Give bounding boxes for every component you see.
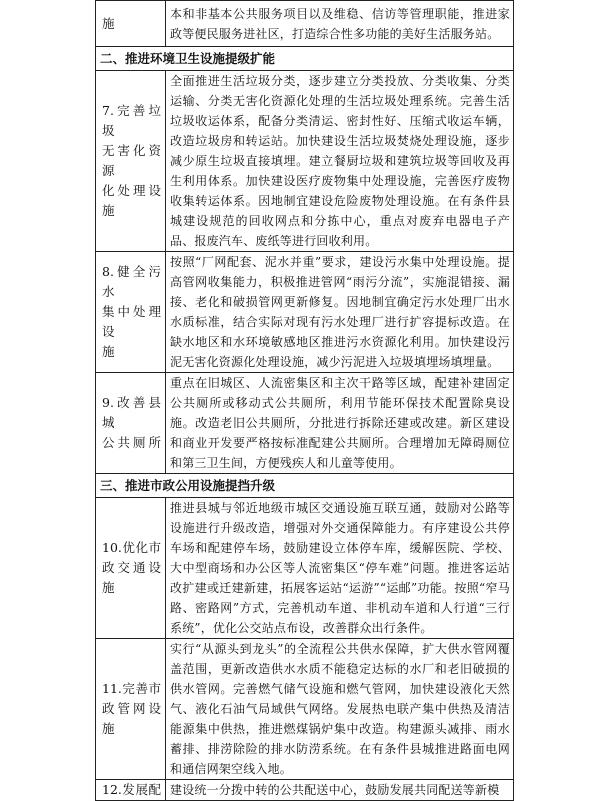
table-row xyxy=(96,252,514,373)
item-label-cell xyxy=(96,1,166,47)
section-heading: 二、推进环境卫生设施提级扩能 xyxy=(96,47,514,71)
section-heading: 三、推进市政公用设施提挡升级 xyxy=(96,474,514,498)
item-label-cell xyxy=(96,639,166,780)
item-content-cell: 实行“从源头到龙头”的全流程公共供水保障，扩大供水管网覆盖范围，更新改造供水水质不能稳定达标的水厂和老旧破损的供水管网。完善燃气储气设施和燃气管网，加快建设液化天然气、液化石油气局域供气网络。发展热电联产集中供热及清洁能源集中供热，推进燃煤锅炉集中改造。构建源头减排、雨水蓄排、排涝除险的排水防涝系统。在有条件县城推进路面电网和通信网架空线入地。 xyxy=(166,639,514,780)
item-label-cell xyxy=(96,252,166,373)
item-label-line: 8.健全污水 xyxy=(102,264,161,299)
item-label-cell xyxy=(96,71,166,252)
item-label-line: 12.发展配 xyxy=(102,782,161,797)
table-row xyxy=(96,639,514,780)
item-label-line: 施 xyxy=(102,15,115,31)
item-label-line: 政交通设施 xyxy=(102,560,161,595)
item-label-line: 集中处理设 xyxy=(102,304,161,339)
item-label-line: 7.完善垃圾 xyxy=(102,103,161,138)
item-label-line: 10.优化市 xyxy=(102,540,161,555)
item-content-cell: 按照“厂网配套、泥水并重”要求，建设污水集中处理设施。提高管网收集能力，积极推进管网“雨污分流”，实施混错接、漏接、老化和破损管网更新修复。因地制宜确定污水处理厂出水水质标准，结合实际对现有污水处理厂进行扩容提标改造。在缺水地区和水环境敏感地区推进污水资源化利用。加快建设污泥无害化资源化处理设施，减少污泥进入垃圾填埋场填埋量。 xyxy=(166,252,514,373)
item-content-cell: 建设统一分拨中转的公共配送中心，鼓励发展共同配送等新模 xyxy=(166,780,514,801)
item-label-line: 施 xyxy=(102,344,115,359)
item-label-cell xyxy=(96,498,166,639)
table-row xyxy=(96,780,514,801)
item-label-line: 无害化资源 xyxy=(102,143,161,178)
table-row xyxy=(96,373,514,474)
table-row xyxy=(96,71,514,252)
item-content-cell: 全面推进生活垃圾分类，逐步建立分类投放、分类收集、分类运输、分类无害化资源化处理的生活垃圾处理系统。完善生活垃圾收运体系，配备分类清运、密封性好、压缩式收运车辆，改造垃圾房和转运站。加快建设生活垃圾焚烧处理设施，逐步减少原生垃圾直接填埋。建立餐厨垃圾和建筑垃圾等回收及再生利用体系。加快建设医疗废物集中处理设施，完善医疗废物收集转运体系。因地制宜建设危险废物处理设施。在有条件县城建设规范的回收网点和分拣中心，重点对废弃电器电子产品、报废汽车、废纸等进行回收利用。 xyxy=(166,71,514,252)
item-content-cell: 推进县城与邻近地级市城区交通设施互联互通，鼓励对公路等设施进行升级改造，增强对外交通保障能力。有序建设公共停车场和配建停车场，鼓励建设立体停车库，缓解医院、学校、大中型商场和办公区等人流密集区“停车难”问题。推进客运站改扩建或迁建新建，拓展客运站“运游”“运邮”功能。按照“窄马路、密路网”方式，完善机动车道、非机动车道和人行道“三行系统”，优化公交站点布设，改善群众出行条件。 xyxy=(166,498,514,639)
item-label-line: 政管网设施 xyxy=(102,701,161,736)
item-label-cell xyxy=(96,780,166,801)
table-row xyxy=(96,498,514,639)
table-row xyxy=(96,1,514,47)
item-label-cell xyxy=(96,373,166,474)
item-content-cell: 本和非基本公共服务项目以及维稳、信访等管理职能，推进家政等便民服务进社区，打造综合性多功能的美好生活服务站。 xyxy=(166,1,514,47)
item-label-line: 化处理设施 xyxy=(102,183,161,218)
item-label-line: 11.完善市 xyxy=(102,681,161,696)
item-label-line: 公共厕所 xyxy=(102,435,161,450)
policy-table xyxy=(95,0,514,801)
document-page xyxy=(95,0,513,797)
item-content-cell: 重点在旧城区、人流密集区和主次干路等区域，配建补建固定公共厕所或移动式公共厕所，利用节能环保技术配置除臭设施。改造老旧公共厕所，分批进行拆除还建或改建。新区建设和商业开发要严格按标准配建公共厕所。合理增加无障碍厕位和第三卫生间，方便残疾人和儿童等使用。 xyxy=(166,373,514,474)
item-label-line: 9.改善县城 xyxy=(102,395,161,430)
section-row xyxy=(96,47,514,71)
section-row xyxy=(96,474,514,498)
